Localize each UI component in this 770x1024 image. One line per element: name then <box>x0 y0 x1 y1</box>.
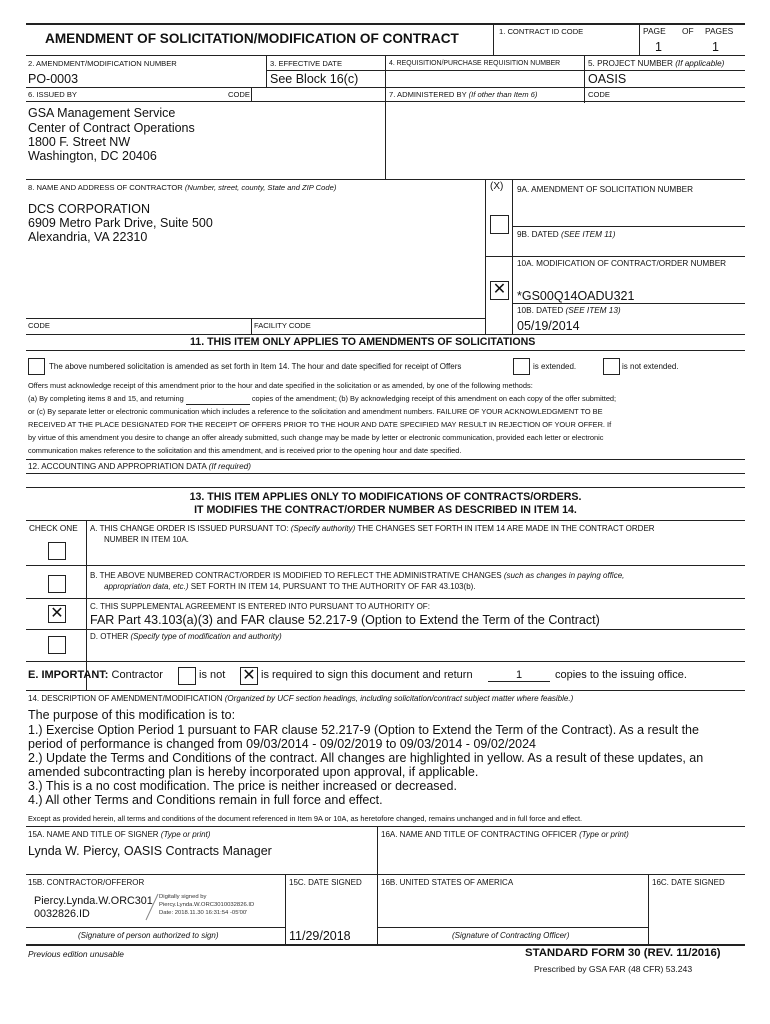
item-10a-field[interactable]: *GS00Q14OADU321 <box>517 289 635 303</box>
contractor-line-3: Alexandria, VA 22310 <box>28 230 148 244</box>
item-13a-line-1: A. THIS CHANGE ORDER IS ISSUED PURSUANT TO: (Specify authority) THE CHANGES SET FORTH IN ITEM 14 ARE MADE IN THE CONTRACT ORDER <box>90 524 655 533</box>
contractor-line-1: DCS CORPORATION <box>28 202 150 216</box>
item-10a-checkbox[interactable]: ✕ <box>490 281 509 300</box>
item-14-label: 14. DESCRIPTION OF AMENDMENT/MODIFICATION (Organized by UCF section headings, including solicitation/contract subject matter where feasible.) <box>28 694 574 703</box>
contractor-address-label: 8. NAME AND ADDRESS OF CONTRACTOR (Number, street, county, State and ZIP Code) <box>28 183 337 192</box>
item-13c-authority[interactable]: FAR Part 43.103(a)(3) and FAR clause 52.217-9 (Option to Extend the Term of the Contract) <box>90 613 600 627</box>
item-11-para-2: (a) By completing items 8 and 15, and returning copies of the amendment; (b) By acknowledging receipt of this amendment on each copy of the offer submitted; <box>28 392 616 405</box>
digital-signature-name[interactable]: Piercy.Lynda.W.ORC301 0032826.ID <box>34 895 153 920</box>
is-required-checkbox[interactable]: ✕ <box>240 667 258 685</box>
issued-by-line-2: Center of Contract Operations <box>28 121 195 135</box>
desc-line-5: amended subcontracting plan is hereby incorporated upon approval, if applicable. <box>28 765 479 779</box>
except-line: Except as provided herein, all terms and conditions of the document referenced in Item 9A or 10A, as heretofore changed, remains unchanged and in full force and effect. <box>28 814 583 823</box>
item-16a-label: 16A. NAME AND TITLE OF CONTRACTING OFFICER (Type or print) <box>381 830 629 839</box>
item-15a-label: 15A. NAME AND TITLE OF SIGNER (Type or print) <box>28 830 211 839</box>
contractor-line-2: 6909 Metro Park Drive, Suite 500 <box>28 216 213 230</box>
item-13-title-2: IT MODIFIES THE CONTRACT/ORDER NUMBER AS DESCRIBED IN ITEM 14. <box>194 504 577 516</box>
item-11-para-5: by virtue of this amendment you desire to change an offer already submitted, such change may be made by letter or electronic communication, provided each letter or electronic <box>28 433 604 442</box>
item-13c-label: C. THIS SUPPLEMENTAL AGREEMENT IS ENTERED INTO PURSUANT TO AUTHORITY OF: <box>90 602 430 611</box>
item-13-title-1: 13. THIS ITEM APPLIES ONLY TO MODIFICATIONS OF CONTRACTS/ORDERS. <box>189 491 582 503</box>
item-10b-label: 10B. DATED (SEE ITEM 13) <box>517 306 621 315</box>
date-signed-field[interactable]: 11/29/2018 <box>289 929 351 943</box>
item-13b-line-1: B. THE ABOVE NUMBERED CONTRACT/ORDER IS MODIFIED TO REFLECT THE ADMINISTRATIVE CHANGES (such as changes in paying office, <box>90 571 625 580</box>
project-number-label: 5. PROJECT NUMBER (If applicable) <box>588 59 725 68</box>
effective-date-field[interactable]: See Block 16(c) <box>270 72 359 86</box>
is-extended-label: is extended. <box>533 362 577 371</box>
item-11-para-4: RECEIVED AT THE PLACE DESIGNATED FOR THE RECEIPT OF OFFERS PRIOR TO THE HOUR AND DATE SPECIFIED MAY RESULT IN REJECTION OF YOUR OFFER. If <box>28 420 612 429</box>
copies-tail: copies to the issuing office. <box>555 669 687 681</box>
not-extended-label: is not extended. <box>622 362 679 371</box>
item-11-para-1: Offers must acknowledge receipt of this amendment prior to the hour and date specified in the solicitation or as amended, by one of the following methods: <box>28 381 533 390</box>
desc-line-7: 4.) All other Terms and Conditions remain in full force and effect. <box>28 793 383 807</box>
issued-by-line-1: GSA Management Service <box>28 106 176 120</box>
facility-code-label: FACILITY CODE <box>254 321 311 330</box>
signer-name-field[interactable]: Lynda W. Piercy, OASIS Contracts Manager <box>28 844 272 858</box>
desc-line-2: 1.) Exercise Option Period 1 pursuant to FAR clause 52.217-9 (Option to Extend the Term of the Contract). As a result the <box>28 723 699 737</box>
issued-by-line-4: Washington, DC 20406 <box>28 149 157 163</box>
desc-line-1: The purpose of this modification is to: <box>28 708 236 722</box>
check-one-label: CHECK ONE <box>29 524 78 533</box>
item-11-checkbox[interactable] <box>28 358 45 375</box>
form-title: AMENDMENT OF SOLICITATION/MODIFICATION OF CONTRACT <box>45 31 459 46</box>
digital-signature-stamp: Digitally signed by Piercy.Lynda.W.ORC3010032826.ID Date: 2018.11.30 16:31:54 -05'00' <box>159 894 255 916</box>
contractor-code-label: CODE <box>28 321 50 330</box>
item-15c-label: 15C. DATE SIGNED <box>289 878 362 887</box>
desc-line-4: 2.) Update the Terms and Conditions of the contract. All changes are highlighted in yellow. As a result of these updates, an <box>28 751 704 765</box>
item-9a-checkbox[interactable] <box>490 215 509 234</box>
copies-blank[interactable] <box>186 395 250 405</box>
project-number-field[interactable]: OASIS <box>588 72 627 86</box>
item-13a-checkbox[interactable] <box>48 542 66 560</box>
issued-by-label: 6. ISSUED BY <box>28 90 77 99</box>
item-16b-label: 16B. UNITED STATES OF AMERICA <box>381 878 514 887</box>
administered-code-label: CODE <box>588 90 610 99</box>
is-not-label: is not <box>199 669 226 681</box>
item-13a-line-2: NUMBER IN ITEM 10A. <box>104 535 189 544</box>
contract-id-label: 1. CONTRACT ID CODE <box>499 27 584 36</box>
desc-line-6: 3.) This is a no cost modification. The price is neither increased or decreased. <box>28 779 457 793</box>
item-15b-label: 15B. CONTRACTOR/OFFEROR <box>28 878 145 887</box>
pages-label: PAGES <box>705 26 734 36</box>
page-number[interactable]: 1 <box>655 40 662 54</box>
desc-line-3: period of performance is changed from 09/03/2014 - 09/02/2019 to 09/03/2014 - 09/02/2024 <box>28 737 537 751</box>
item-12-label: 12. ACCOUNTING AND APPROPRIATION DATA (If required) <box>28 462 251 471</box>
issued-by-line-3: 1800 F. Street NW <box>28 135 131 149</box>
pages-count[interactable]: 1 <box>712 40 719 54</box>
item-13c-checkbox[interactable]: ✕ <box>48 605 66 623</box>
item-10a-label: 10A. MODIFICATION OF CONTRACT/ORDER NUMBER <box>517 259 727 268</box>
item-9a-label: 9A. AMENDMENT OF SOLICITATION NUMBER <box>517 185 694 194</box>
item-11-title: 11. THIS ITEM ONLY APPLIES TO AMENDMENTS OF SOLICITATIONS <box>190 336 536 348</box>
item-16c-label: 16C. DATE SIGNED <box>652 878 725 887</box>
is-not-checkbox[interactable] <box>178 667 196 685</box>
item-13d-checkbox[interactable] <box>48 636 66 654</box>
item-11-line: The above numbered solicitation is amended as set forth in Item 14. The hour and date specified for receipt of Offers <box>49 362 462 371</box>
important-line: E. IMPORTANT: Contractor <box>28 669 163 681</box>
prescribed-by: Prescribed by GSA FAR (48 CFR) 53.243 <box>534 964 693 974</box>
item-9b-label: 9B. DATED (SEE ITEM 11) <box>517 230 616 239</box>
is-extended-checkbox[interactable] <box>513 358 530 375</box>
item-13b-checkbox[interactable] <box>48 575 66 593</box>
effective-date-label: 3. EFFECTIVE DATE <box>270 59 343 68</box>
issued-code-label: CODE <box>228 90 250 99</box>
item-13d-label: D. OTHER (Specify type of modification and authority) <box>90 632 282 641</box>
requisition-label: 4. REQUISITION/PURCHASE REQUISITION NUMBER <box>389 60 561 67</box>
return-copies-field[interactable]: 1 <box>488 669 550 682</box>
amendment-number-label: 2. AMENDMENT/MODIFICATION NUMBER <box>28 59 177 68</box>
item-11-para-6: communication makes reference to the solicitation and this amendment, and is received prior to the opening hour and date specified. <box>28 446 462 455</box>
form-number: STANDARD FORM 30 (REV. 11/2016) <box>525 947 721 959</box>
amendment-number-field[interactable]: PO-0003 <box>28 72 79 86</box>
item-11-para-3: or (c) By separate letter or electronic communication which includes a reference to the solicitation and amendment numbers. FAILURE OF YOUR ACKNOWLEDGMENT TO BE <box>28 407 603 416</box>
x-column-label: (X) <box>490 181 504 192</box>
signer-caption: (Signature of person authorized to sign) <box>78 931 219 940</box>
of-label: OF <box>682 26 694 36</box>
previous-edition: Previous edition unusable <box>28 949 124 959</box>
administered-by-label: 7. ADMINISTERED BY (If other than Item 6) <box>389 90 538 99</box>
not-extended-checkbox[interactable] <box>603 358 620 375</box>
is-required-label: is required to sign this document and return <box>261 669 473 681</box>
page-label: PAGE <box>643 26 666 36</box>
officer-caption: (Signature of Contracting Officer) <box>452 931 570 940</box>
item-13b-line-2: appropriation data, etc.) SET FORTH IN ITEM 14, PURSUANT TO THE AUTHORITY OF FAR 43.103(b). <box>104 582 476 591</box>
item-10b-field[interactable]: 05/19/2014 <box>517 319 580 333</box>
